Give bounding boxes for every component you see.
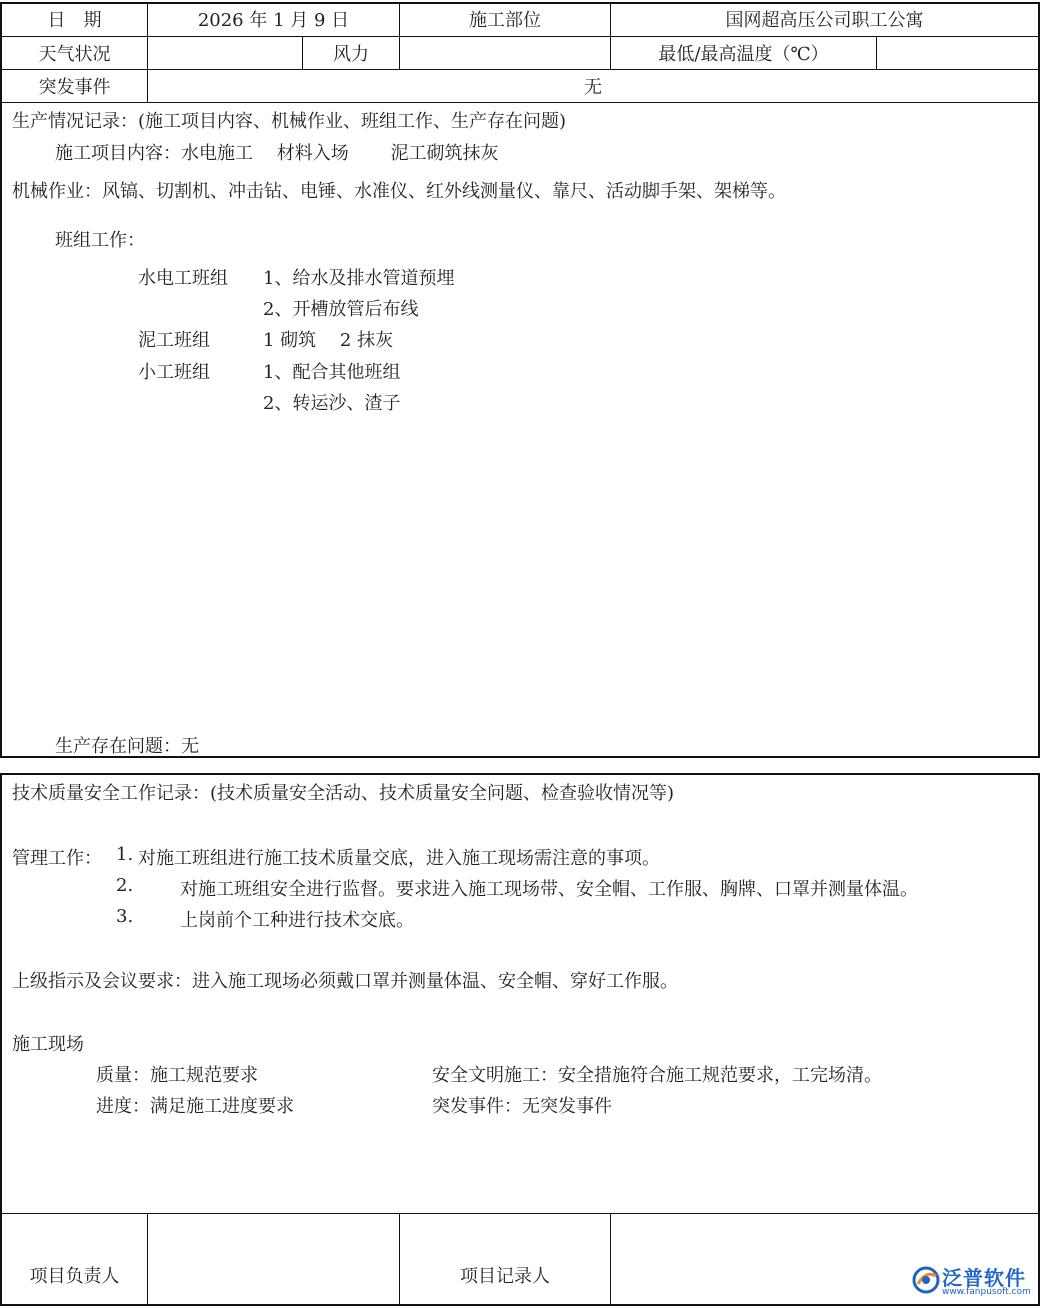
temp-value xyxy=(877,37,1038,69)
fanpu-logo xyxy=(910,1262,1038,1302)
mgmt-num: 1. xyxy=(116,844,134,865)
wind-value xyxy=(400,37,610,69)
quality-line: 质量：施工规范要求 xyxy=(96,1065,258,1086)
incident-value: 无 xyxy=(584,77,602,98)
project-content: 施工项目内容：水电施工 材料入场 泥工砌筑抹灰 xyxy=(55,143,499,164)
incident-line: 突发事件：无突发事件 xyxy=(432,1096,612,1117)
fanpu-logo-icon xyxy=(912,1266,940,1294)
team-name: 小工班组 xyxy=(138,362,210,383)
team-name: 水电工班组 xyxy=(138,268,228,289)
recorder-label: 项目记录人 xyxy=(460,1266,550,1287)
mgmt-num: 2. xyxy=(116,875,134,896)
logo-name: 泛普软件 xyxy=(942,1266,1026,1290)
temp-label: 最低/最高温度（℃） xyxy=(658,44,829,65)
progress-line: 进度：满足施工进度要求 xyxy=(96,1096,294,1117)
row-divider xyxy=(2,102,1038,103)
team-name: 泥工班组 xyxy=(138,330,210,351)
site-title: 施工现场 xyxy=(12,1034,84,1055)
site-label: 施工部位 xyxy=(469,10,541,31)
machinery-line: 机械作业：风镐、切割机、冲击钻、电锤、水准仪、红外线测量仪、靠尺、活动脚手架、架梯等。 xyxy=(12,181,786,202)
mgmt-text: 对施工班组安全进行监督。要求进入施工现场带、安全帽、工作服、胸牌、口罩并测量体温。 xyxy=(180,879,918,900)
manager-value xyxy=(148,1255,399,1295)
team-task: 2、转运沙、渣子 xyxy=(263,393,401,414)
date-value: 2026 年 1 月 9 日 xyxy=(197,10,350,31)
team-task: 1、给水及排水管道预埋 xyxy=(263,268,455,289)
mgmt-num: 3. xyxy=(116,906,134,927)
team-task: 2、开槽放管后布线 xyxy=(263,299,419,320)
wind-label: 风力 xyxy=(333,44,369,65)
production-title: 生产情况记录：(施工项目内容、机械作业、班组工作、生产存在问题) xyxy=(12,111,567,132)
safety-line: 安全文明施工：安全措施符合施工规范要求，工完场清。 xyxy=(432,1065,882,1086)
manager-label: 项目负责人 xyxy=(29,1266,120,1287)
teams-title: 班组工作： xyxy=(55,230,145,251)
site-value: 国网超高压公司职工公寓 xyxy=(725,10,924,31)
recorder-value xyxy=(611,1255,901,1295)
team-task: 1、配合其他班组 xyxy=(263,362,401,383)
mgmt-text: 上岗前个工种进行技术交底。 xyxy=(180,910,414,931)
mgmt-label: 管理工作： xyxy=(12,848,102,869)
team-task: 1 砌筑 2 抹灰 xyxy=(263,330,394,351)
superior-instructions: 上级指示及会议要求：进入施工现场必须戴口罩并测量体温、安全帽、穿好工作服。 xyxy=(12,971,678,992)
production-issues: 生产存在问题：无 xyxy=(55,736,199,757)
date-label: 日 期 xyxy=(47,10,102,31)
weather-label: 天气状况 xyxy=(38,44,111,65)
quality-title: 技术质量安全工作记录：(技术质量安全活动、技术质量安全问题、检查验收情况等) xyxy=(12,783,675,804)
row-divider xyxy=(2,1213,1038,1214)
logo-url: www.fanpusoft.com xyxy=(942,1287,1031,1297)
weather-value xyxy=(148,37,302,69)
incident-label: 突发事件 xyxy=(38,77,111,98)
mgmt-text: 对施工班组进行施工技术质量交底，进入施工现场需注意的事项。 xyxy=(138,848,660,869)
